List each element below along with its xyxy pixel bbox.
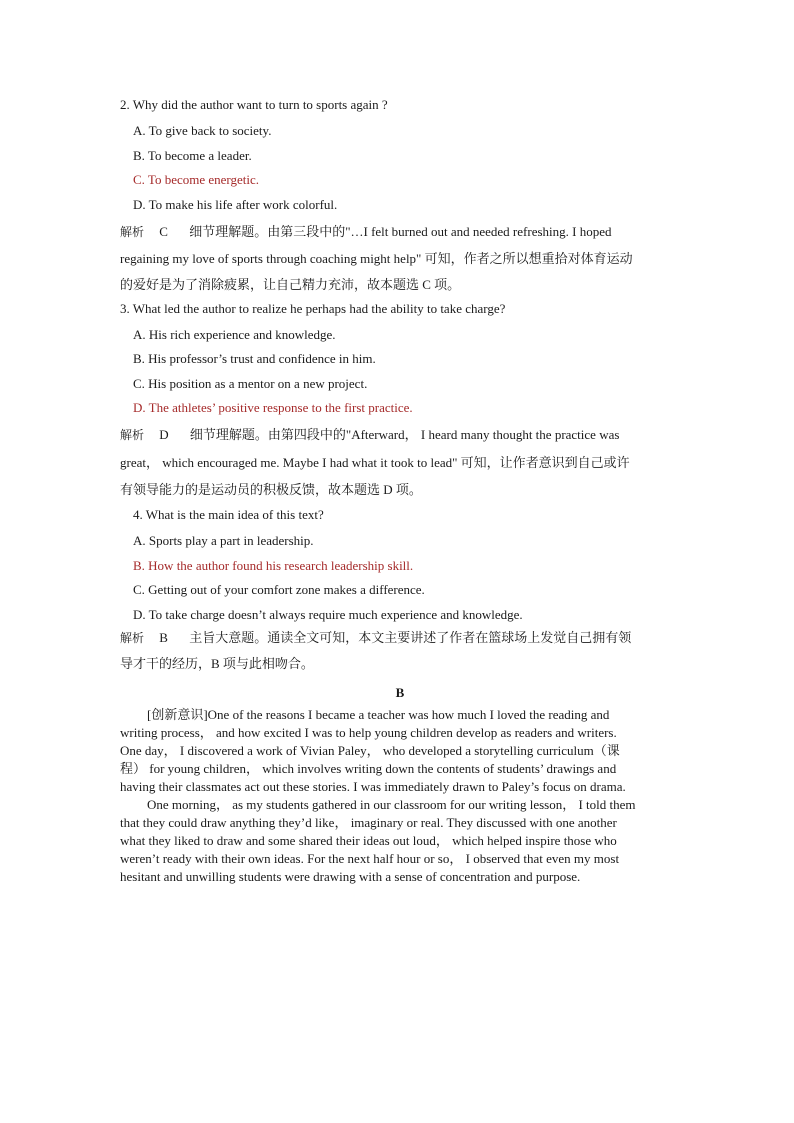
- paragraph-1: [120, 706, 680, 796]
- explanation-line-1: 主旨大意题。通读全文可知，本文主要讲述了作者在篮球场上发觉自己拥有领: [189, 629, 632, 645]
- explanation-line-2: great， which encouraged me. Maybe I had what it took to lead" 可知，让作者意识到自己或许: [120, 455, 630, 470]
- option-b: B. His professor’s trust and confidence in him.: [133, 351, 376, 366]
- question-text: 4. What is the main idea of this text?: [133, 507, 324, 522]
- section-heading: B: [395, 684, 405, 700]
- paragraph-line: having their classmates act out these stories. I was immediately drawn to Paley’s focus on drama.: [120, 778, 626, 794]
- question-text: 2. Why did the author want to turn to sports again ?: [120, 97, 388, 112]
- answer-letter: D: [159, 427, 169, 442]
- explanation-line-3: 的爱好是为了消除疲累，让自己精力充沛，故本题选 C 项。: [120, 276, 461, 292]
- option-a: A. To give back to society.: [133, 123, 272, 138]
- option-d: D. To take charge doesn’t always require much experience and knowledge.: [133, 606, 523, 622]
- answer-label: 解析: [120, 224, 145, 239]
- section-b: [120, 679, 680, 886]
- explanation-line-3: 有领导能力的是运动员的积极反馈，故本题选 D 项。: [120, 482, 422, 497]
- option-c-correct: C. To become energetic.: [133, 172, 260, 187]
- option-d-correct: D. The athletes’ positive response to the first practice.: [133, 400, 413, 415]
- paragraph-line: [创新意识]One of the reasons I became a teacher was how much I loved the reading and: [147, 706, 610, 722]
- explanation-line-2: 导才干的经历，B 项与此相吻合。: [120, 655, 314, 671]
- option-c: C. Getting out of your comfort zone makes a difference.: [133, 582, 425, 597]
- explanation-line-1: 细节理解题。由第四段中的"Afterward， I heard many thought the practice was: [189, 427, 620, 442]
- paragraph-line: One morning， as my students gathered in our classroom for our writing lesson， I told them: [147, 796, 636, 812]
- answer-letter: B: [159, 629, 168, 645]
- document-page: [120, 96, 680, 886]
- answer-label: 解析: [120, 630, 145, 645]
- option-d: D. To make his life after work colorful.: [133, 196, 338, 212]
- explanation-line-1: 细节理解题。由第三段中的"…I felt burned out and needed refreshing. I hoped: [189, 223, 612, 239]
- paragraph-line: what they liked to draw and some shared their ideas out loud， which helped inspire those who: [120, 832, 617, 848]
- paragraph-line: 程） for young children， which involves writing down the contents of students’ drawings and: [120, 760, 617, 776]
- question-4: [120, 506, 680, 677]
- question-3: [120, 300, 680, 504]
- option-a: A. His rich experience and knowledge.: [133, 326, 336, 342]
- paragraph-line: weren’t ready with their own ideas. For the next half hour or so， I observed that even my most: [120, 850, 620, 866]
- option-b: B. To become a leader.: [133, 147, 252, 163]
- answer-explanation: [120, 421, 680, 503]
- explanation-line-2: regaining my love of sports through coaching might help" 可知，作者之所以想重拾对体育运动: [120, 250, 633, 266]
- answer-explanation: [120, 218, 680, 298]
- paragraph-line: that they could draw anything they’d like， imaginary or real. They discussed with one another: [120, 814, 617, 830]
- paragraph-line: hesitant and unwilling students were drawing with a sense of concentration and purpose.: [120, 868, 581, 884]
- paragraph-2: [120, 796, 680, 886]
- answer-label: 解析: [120, 428, 145, 442]
- paragraph-line: writing process， and how excited I was to help young children develop as readers and writers.: [120, 724, 617, 740]
- question-text: 3. What led the author to realize he perhaps had the ability to take charge?: [120, 300, 506, 316]
- answer-explanation: [120, 626, 680, 677]
- option-a: A. Sports play a part in leadership.: [133, 533, 314, 548]
- answer-letter: C: [159, 223, 168, 239]
- paragraph-line: One day， I discovered a work of Vivian Paley， who developed a storytelling curriculum（课: [120, 742, 620, 758]
- option-c: C. His position as a mentor on a new project.: [133, 375, 368, 391]
- option-b-correct: B. How the author found his research leadership skill.: [133, 557, 414, 573]
- question-2: [120, 96, 680, 298]
